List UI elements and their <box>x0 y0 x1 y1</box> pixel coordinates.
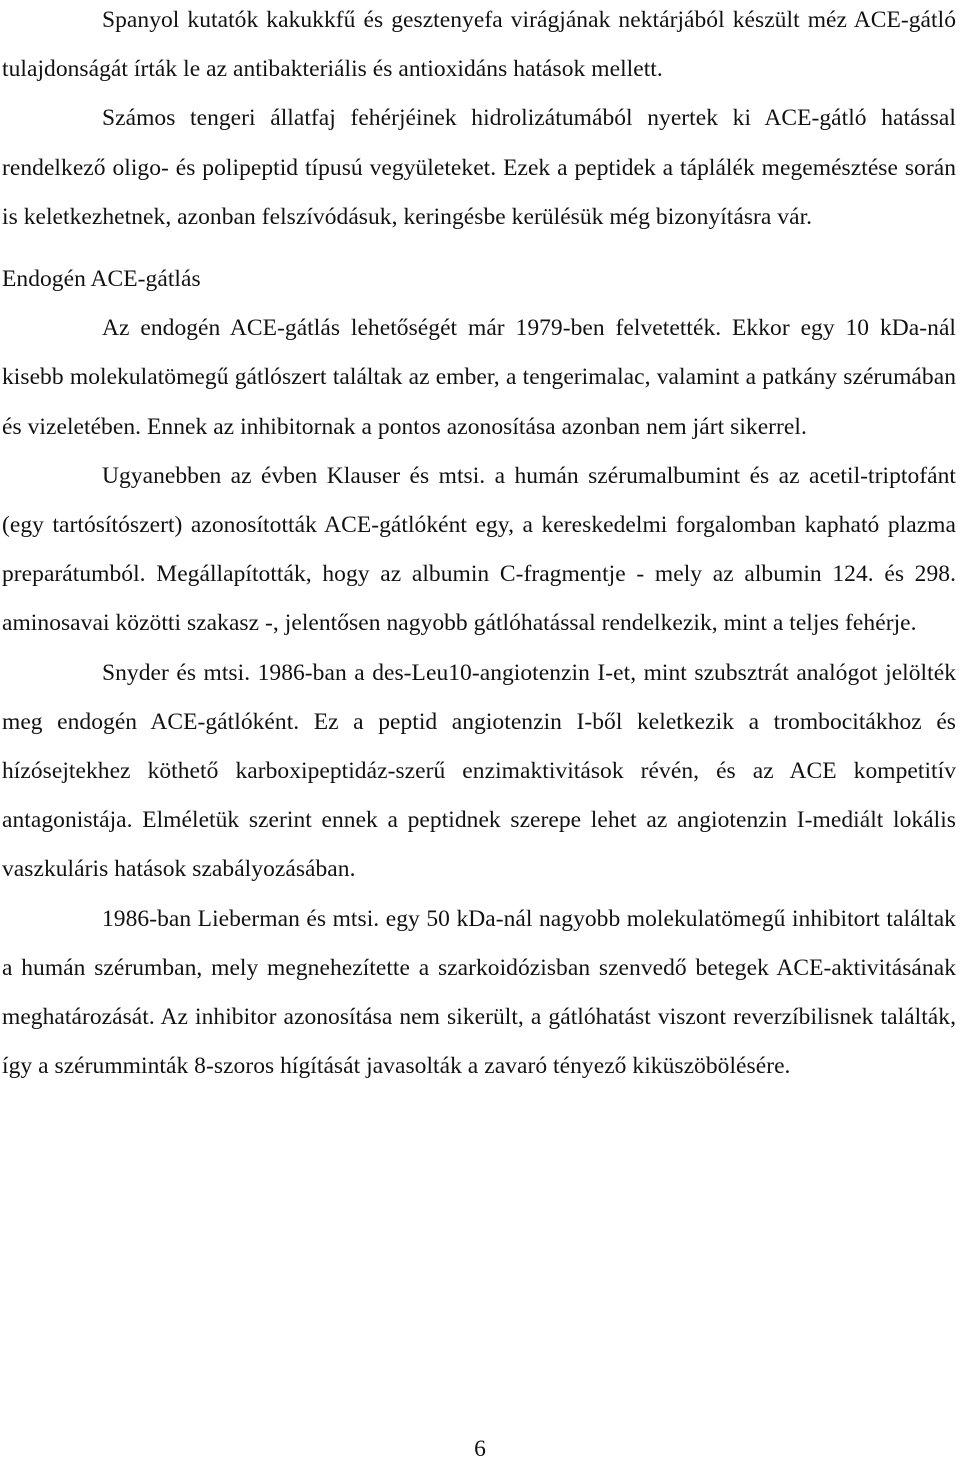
paragraph-marine-peptides: Számos tengeri állatfaj fehérjéinek hidrolizátumából nyertek ki ACE-gátló hatással rendelkező oligo- és polipeptid típusú vegyületeket. Ezek a peptidek a táplálék megemésztése során is keletkezhetnek, azonban felszívódásuk, keringésbe kerülésük még bizonyításra vár. <box>2 105 956 230</box>
paragraph-lieberman: 1986-ban Lieberman és mtsi. egy 50 kDa-nál nagyobb molekulatömegű inhibitort találtak a humán szérumban, mely megnehezítette a szarkoidózisban szenvedő betegek ACE-aktivitásának meghatározását. Az inhibitor azonosítása nem sikerült, a gátlóhatást viszont reverzíbilisnek találták, így a szérumminták 8-szoros hígítását javasolták a zavaró tényező kiküszöbölésére. <box>2 905 956 1080</box>
spacer <box>2 242 956 255</box>
paragraph-klauser: Ugyanebben az évben Klauser és mtsi. a humán szérumalbumint és az acetil-triptofánt (egy tartósítószert) azonosították ACE-gátlóként egy, a kereskedelmi forgalomban kapható plazma preparátumból. Megállapították, hogy az albumin C-fragmentje - mely az albumin 124. és 298. aminosavai közötti szakasz -, jelentősen nagyobb gátlóhatással rendelkezik, mint a teljes fehérje. <box>2 462 956 637</box>
paragraph-honey: Spanyol kutatók kakukkfű és gesztenyefa virágjának nektárjából készült méz ACE-gátló tulajdonságát írták le az antibakteriális és antioxidáns hatások mellett. <box>2 7 956 83</box>
paragraph-snyder: Snyder és mtsi. 1986-ban a des-Leu10-angiotenzin I-et, mint szubsztrát analógot jelölték meg endogén ACE-gátlóként. Ez a peptid angiotenzin I-ből keletkezik a trombocitákhoz és hízósejtekhez köthető karboxipeptidáz-szerű enzimaktivitások révén, és az ACE kompetitív antagonistája. Elméletük szerint ennek a peptidnek szerepe lehet az angiotenzin I-mediált lokális vaszkuláris hatások szabályozásában. <box>2 659 956 883</box>
body-text <box>2 0 956 1091</box>
page-number: 6 <box>474 1436 486 1462</box>
section-heading: Endogén ACE-gátlás <box>2 266 201 293</box>
paragraph-endogenous-1979: Az endogén ACE-gátlás lehetőségét már 1979-ben felvetették. Ekkor egy 10 kDa-nál kisebb molekulatömegű gátlószert találtak az ember, a tengerimalac, valamint a patkány szérumában és vizeletében. Ennek az inhibitornak a pontos azonosítása azonban nem járt sikerrel. <box>2 315 956 440</box>
